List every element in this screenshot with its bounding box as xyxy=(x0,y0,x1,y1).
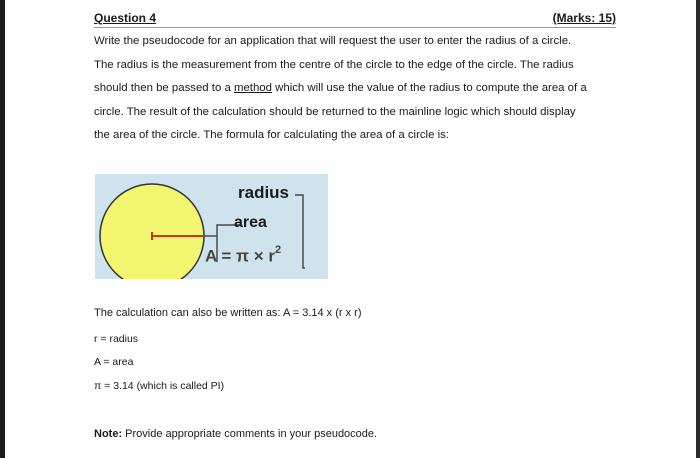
definition-radius: r = radius xyxy=(94,333,139,345)
note xyxy=(94,428,377,440)
calculation-text: The calculation can also be written as: A = 3.14 x (r x r) xyxy=(94,307,362,319)
question-heading xyxy=(94,10,616,28)
paragraph-line-1: Write the pseudocode for an application that will request the user to enter the radius of a circle. xyxy=(94,35,572,47)
circle-area-figure xyxy=(95,174,328,279)
paragraph-line-3-end: which will use the value of the radius to compute the area of a xyxy=(271,82,587,95)
note-text: Provide appropriate comments in your pseudocode. xyxy=(122,428,378,440)
question-title: Question 4 xyxy=(94,11,157,25)
circle-shape xyxy=(100,184,204,279)
paragraph-line-3 xyxy=(94,77,619,101)
definition-pi: π = 3.14 (which is called PI) xyxy=(94,380,225,392)
paragraph-line-2: The radius is the measurement from the centre of the circle to the edge of the circle. The radius xyxy=(94,58,574,71)
paragraph-line-4: circle. The result of the calculation should be returned to the mainline logic which should display xyxy=(94,105,576,118)
radius-bracket xyxy=(295,195,305,268)
method-term: method xyxy=(233,82,272,95)
right-edge-border xyxy=(696,0,700,458)
formula-exponent: 2 xyxy=(275,244,282,256)
left-edge-border xyxy=(0,0,5,458)
question-paragraph xyxy=(94,30,619,148)
radius-label: radius xyxy=(238,183,290,202)
definition-area: A = area xyxy=(94,356,134,368)
note-label: Note: xyxy=(94,428,123,440)
area-label: area xyxy=(234,214,267,231)
area-formula xyxy=(205,246,281,267)
paragraph-line-5: the area of the circle. The formula for calculating the area of a circle is: xyxy=(94,129,449,142)
paragraph-line-3-start: should then be passed to a xyxy=(94,82,234,95)
question-marks: (Marks: 15) xyxy=(552,11,616,25)
formula-main: A = π × r xyxy=(205,246,276,266)
